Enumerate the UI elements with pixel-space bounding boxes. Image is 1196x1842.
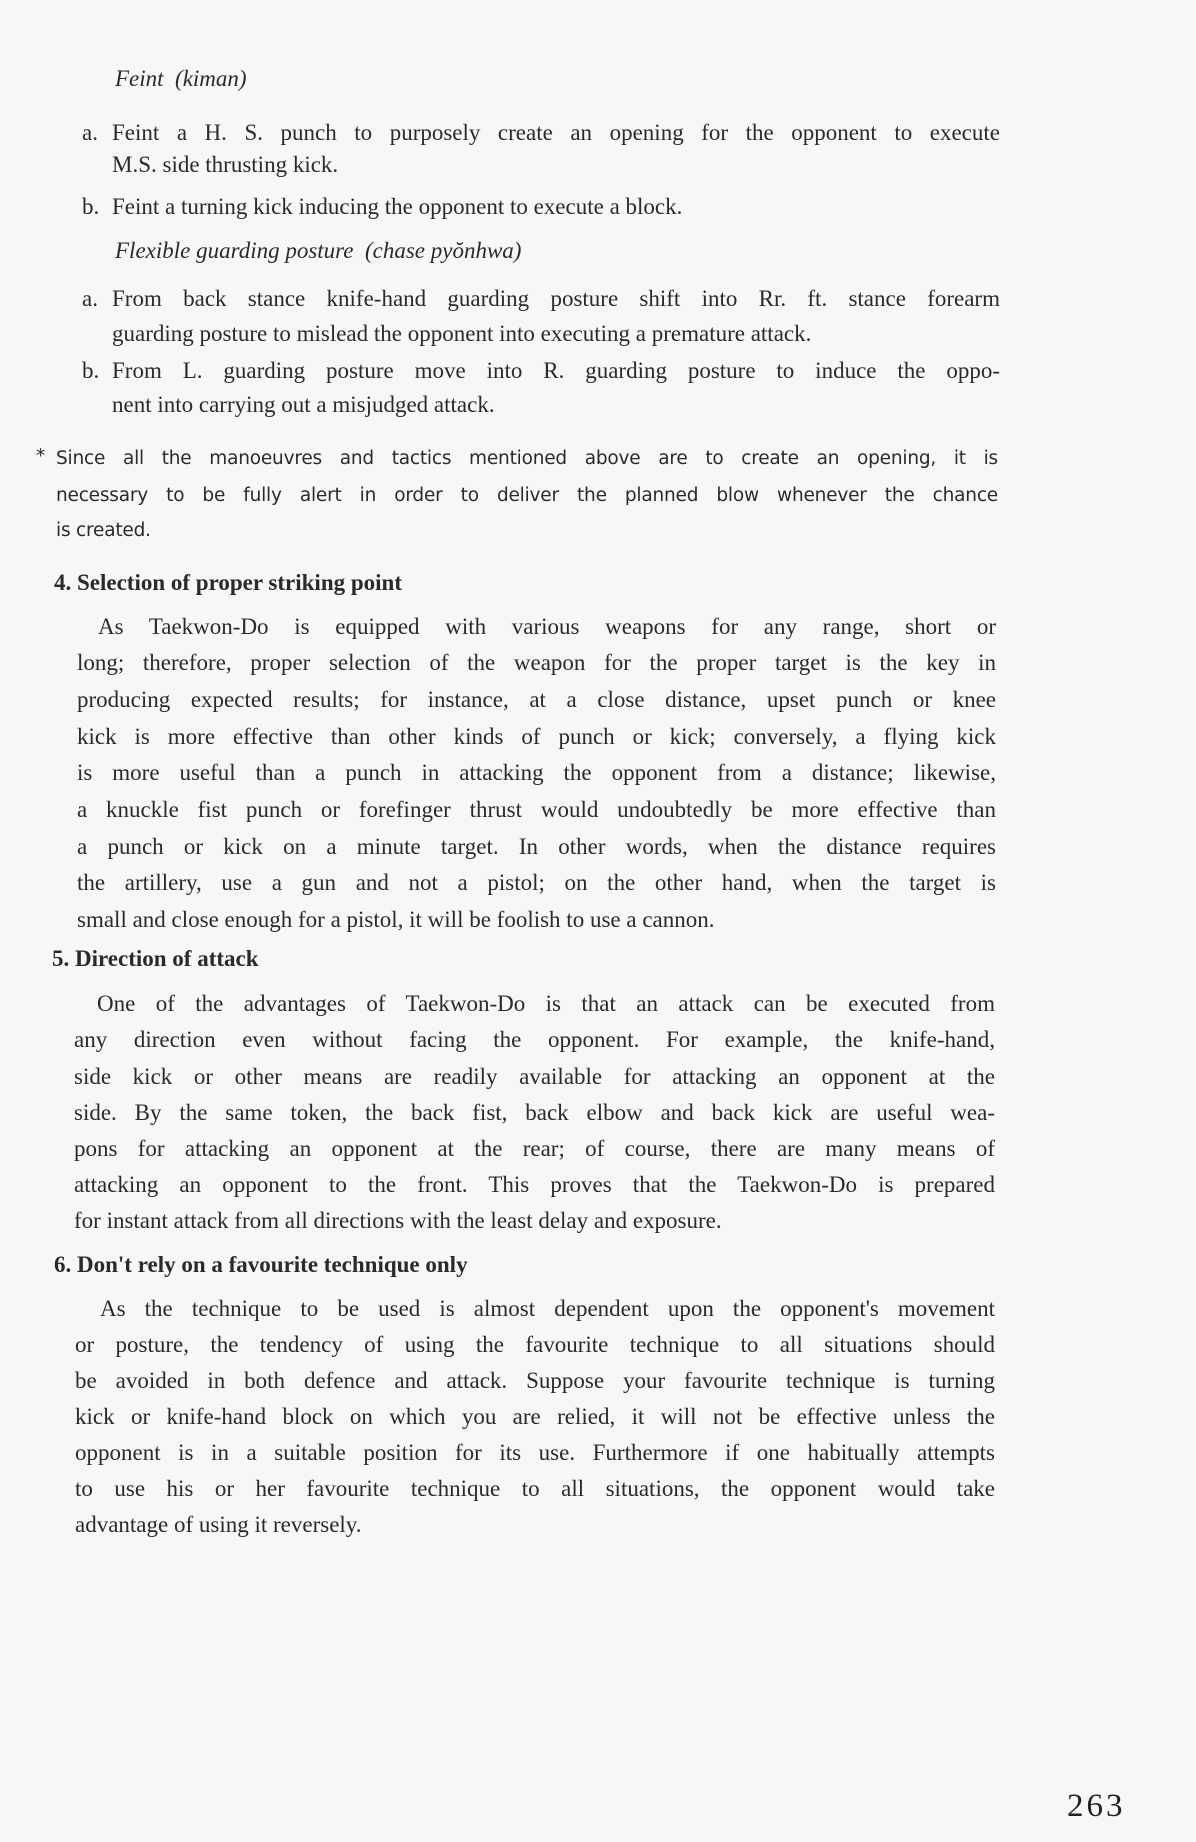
section-4-line-8: the artillery, use a gun and not a pistol; on the other hand, when the target is (77, 870, 996, 895)
flexible-item-a-label: a. (82, 286, 98, 311)
page-number: 263 (1067, 1788, 1126, 1824)
section-4-line-2: long; therefore, proper selection of the weapon for the proper target is the key in (77, 650, 996, 675)
section-5-line-5: pons for attacking an opponent at the rear; of course, there are many means of (74, 1136, 995, 1161)
section-4-line-9: small and close enough for a pistol, it will be foolish to use a cannon. (77, 907, 715, 932)
section-5-line-1: One of the advantages of Taekwon-Do is that an attack can be executed from (97, 991, 995, 1016)
note-line-2: necessary to be fully alert in order to deliver the planned blow whenever the chance (56, 485, 998, 506)
flexible-item-a-line-1: From back stance knife-hand guarding posture shift into Rr. ft. stance forearm (112, 286, 1000, 311)
section-4-line-1: As Taekwon-Do is equipped with various weapons for any range, short or (98, 614, 996, 639)
section-4-line-6: a knuckle fist punch or forefinger thrust would undoubtedly be more effective than (77, 797, 996, 822)
section-6-line-6: to use his or her favourite technique to all situations, the opponent would take (75, 1476, 995, 1501)
feint-item-b-line-1: Feint a turning kick inducing the opponent to execute a block. (112, 194, 683, 219)
feint-heading-term: (kiman) (175, 66, 247, 91)
flexible-item-b-line-2: nent into carrying out a misjudged attack. (112, 392, 495, 417)
section-6-heading: 6. Don't rely on a favourite technique only (54, 1252, 468, 1277)
flexible-item-b-label: b. (82, 358, 100, 383)
section-5-line-7: for instant attack from all directions with the least delay and exposure. (74, 1208, 722, 1233)
section-6-line-1: As the technique to be used is almost dependent upon the opponent's movement (100, 1296, 995, 1321)
flexible-heading (115, 236, 521, 266)
section-4-line-3: producing expected results; for instance, at a close distance, upset punch or knee (77, 687, 996, 712)
note-line-1: Since all the manoeuvres and tactics mentioned above are to create an opening, it is (56, 448, 998, 469)
section-6-line-3: be avoided in both defence and attack. Suppose your favourite technique is turning (75, 1368, 995, 1393)
section-6-line-2: or posture, the tendency of using the favourite technique to all situations should (75, 1332, 995, 1357)
feint-heading (115, 64, 247, 94)
section-4-heading: 4. Selection of proper striking point (54, 570, 402, 595)
section-6-line-7: advantage of using it reversely. (75, 1512, 362, 1537)
feint-item-a-label: a. (82, 120, 98, 145)
section-5-line-3: side kick or other means are readily available for attacking an opponent at the (74, 1064, 995, 1089)
flexible-heading-term: (chase pyŏnhwa) (364, 238, 522, 263)
section-5-line-6: attacking an opponent to the front. This proves that the Taekwon-Do is prepared (74, 1172, 995, 1197)
section-4-line-7: a punch or kick on a minute target. In other words, when the distance requires (77, 834, 996, 859)
section-6-line-5: opponent is in a suitable position for its use. Furthermore if one habitually attempts (75, 1440, 995, 1465)
feint-item-a-line-1: Feint a H. S. punch to purposely create an opening for the opponent to execute (112, 120, 1000, 145)
flexible-heading-main: Flexible guarding posture (115, 238, 354, 263)
section-5-line-2: any direction even without facing the opponent. For example, the knife-hand, (74, 1027, 995, 1052)
section-6-line-4: kick or knife-hand block on which you are relied, it will not be effective unless the (75, 1404, 995, 1429)
section-4-line-5: is more useful than a punch in attacking the opponent from a distance; likewise, (77, 760, 996, 785)
note-marker: * (36, 446, 46, 467)
section-5-heading: 5. Direction of attack (52, 946, 259, 971)
feint-item-a-line-2: M.S. side thrusting kick. (112, 152, 339, 177)
feint-heading-main: Feint (115, 66, 164, 91)
section-5-line-4: side. By the same token, the back fist, back elbow and back kick are useful wea- (74, 1100, 995, 1125)
flexible-item-b-line-1: From L. guarding posture move into R. guarding posture to induce the oppo- (112, 358, 1000, 383)
section-4-line-4: kick is more effective than other kinds of punch or kick; conversely, a flying kick (77, 724, 996, 749)
feint-item-b-label: b. (82, 194, 100, 219)
note-line-3: is created. (56, 520, 151, 541)
flexible-item-a-line-2: guarding posture to mislead the opponent into executing a premature attack. (112, 321, 812, 346)
